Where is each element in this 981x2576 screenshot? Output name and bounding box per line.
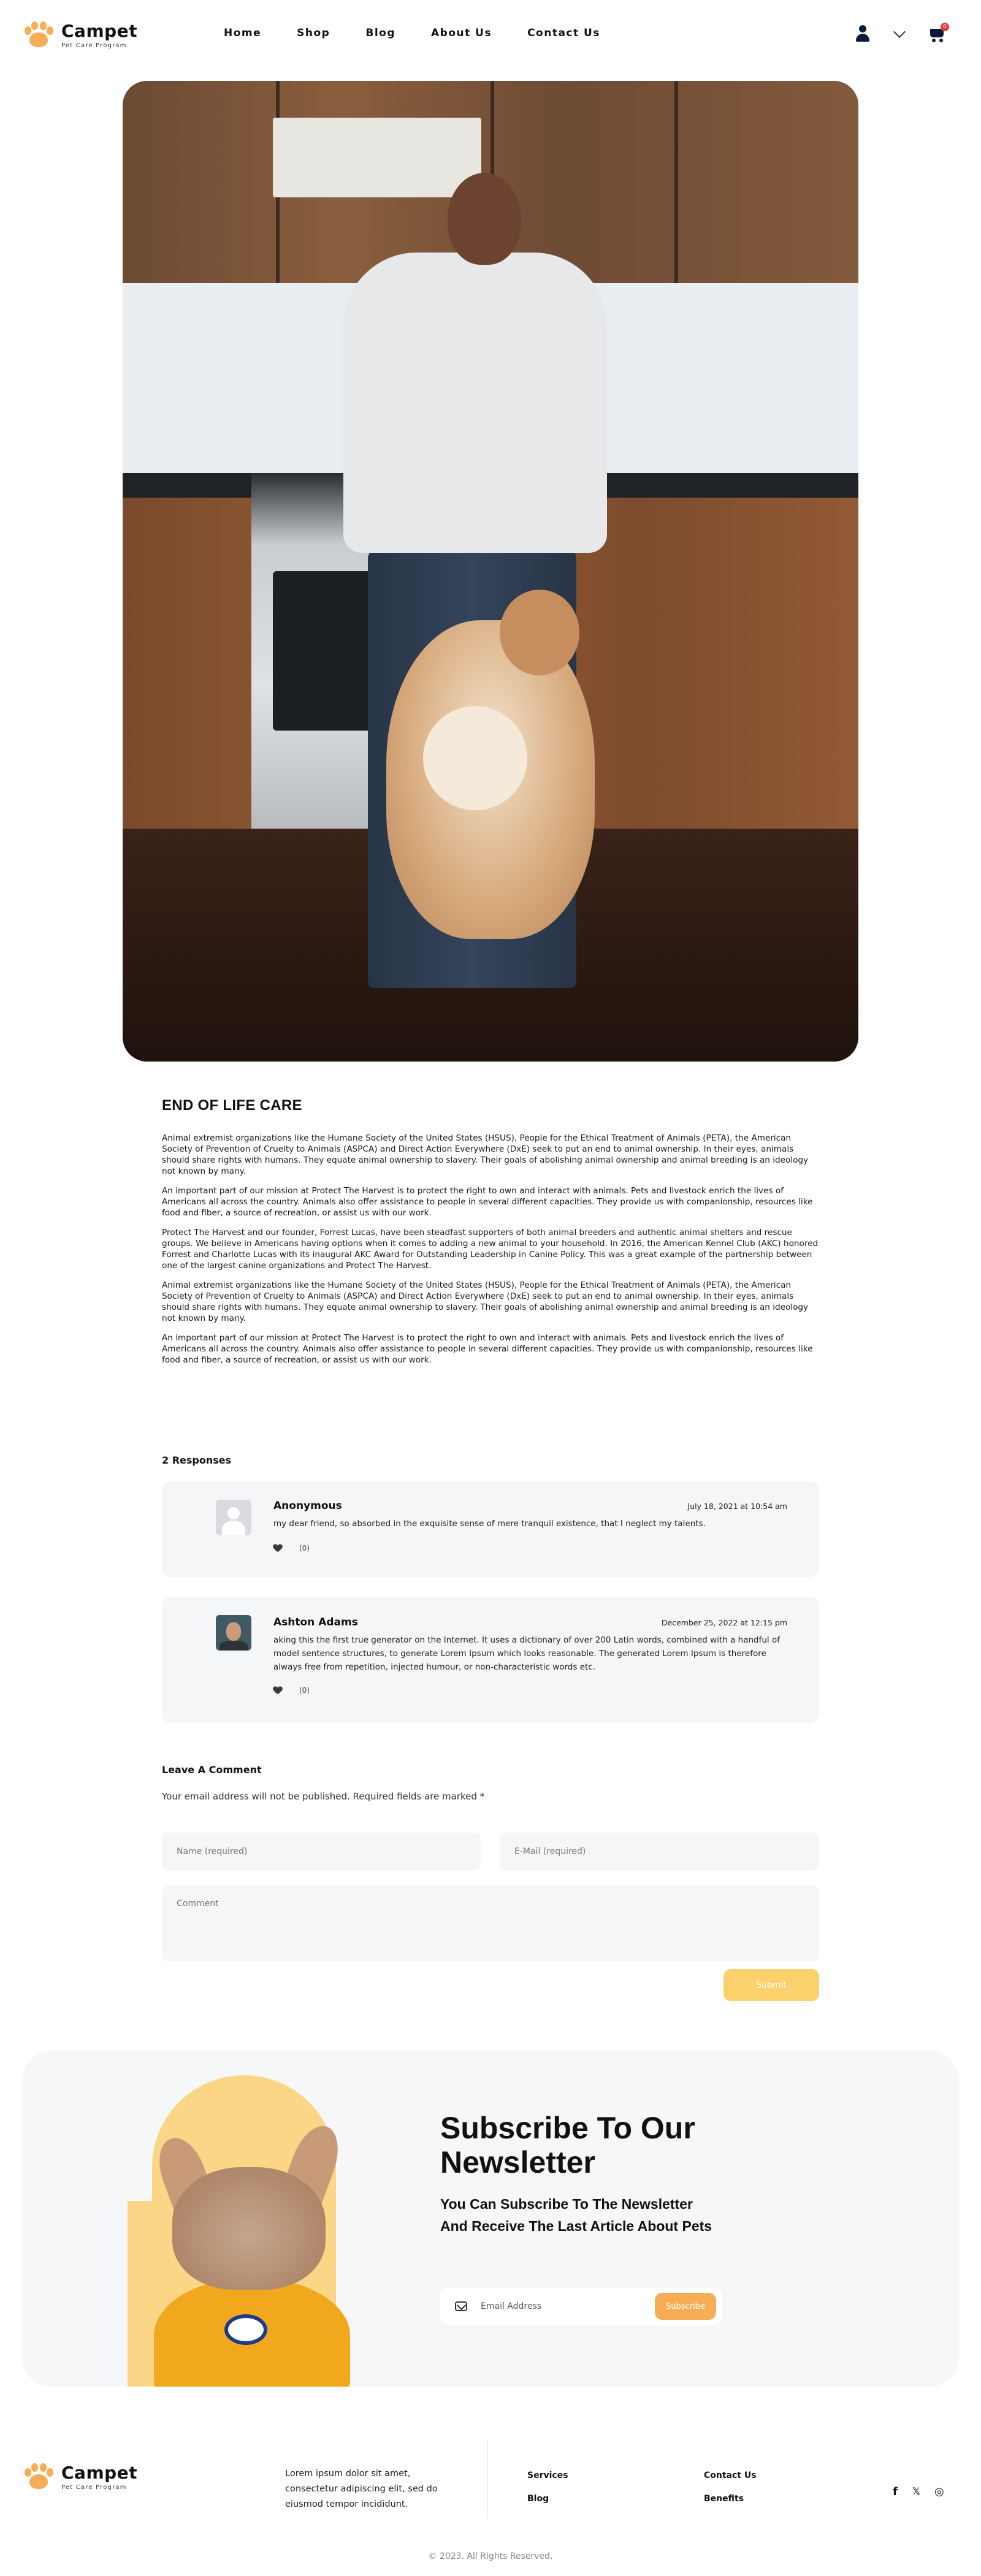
nav-shop[interactable]: Shop — [297, 27, 330, 39]
twitter-icon[interactable]: 𝕏 — [912, 2485, 920, 2497]
paw-icon — [25, 2463, 53, 2490]
hero-image — [123, 81, 858, 1062]
article-paragraph: Protect The Harvest and our founder, Forrest Lucas, have been steadfast supporters of both animal breeders and authentic animal shelters and rescue groups. We believe in Americans having options when it comes to adding a new animal to your household. In 2016, the American Kennel Club (AKC) honored Forrest and Charlotte Lucas with its inaugural AKC Award for Outstanding Leadership in Canine Policy. This was a great example of the partnership between one of the largest canine organizations and Protect The Harvest. — [162, 1228, 819, 1271]
brand-name: Campet — [61, 21, 138, 41]
article-paragraph: An important part of our mission at Protect The Harvest is to protect the right to own and interact with animals. Pets and livestock enrich the lives of Americans all across the country. Animals also offer assistance to people in several different capacities. They provide us with companionship, resources like food and fiber, a source of recreation, or assist us with our work. — [162, 1186, 813, 1218]
responses-title: 2 Responses — [162, 1454, 232, 1466]
like-count: (0) — [299, 1544, 310, 1552]
comment-text: my dear friend, so absorbed in the exquisite sense of mere tranquil existence, that I neglect my talents. — [273, 1519, 706, 1529]
footer-link-blog[interactable]: Blog — [527, 2494, 549, 2504]
nav-blog[interactable]: Blog — [365, 27, 395, 39]
article-paragraph: Animal extremist organizations like the Humane Society of the United States (HSUS), People for the Ethical Treatment of Animals (PETA), the American Society of Prevention of Cruelty to Animals (ASPCA) and Direct Action Everywhere (DxE) seek to put an end to animal ownership. In their eyes, animals should share rights with humans. They equate animal ownership to slavery. Their goals of abolishing animal ownership and animal breeding is an ideology not known by many. — [162, 1280, 809, 1323]
article — [162, 1097, 819, 1374]
email-input[interactable] — [500, 1833, 819, 1871]
article-paragraph: An important part of our mission at Protect The Harvest is to protect the right to own and interact with animals. Pets and livestock enrich the lives of Americans all across the country. Animals also offer assistance to people in several different capacities. They provide us with companionship, resources like food and fiber, a source of recreation, or assist us with our work. — [162, 1333, 813, 1365]
footer-link-services[interactable]: Services — [527, 2471, 568, 2480]
comment-author: Anonymous — [273, 1500, 342, 1512]
subscribe-button[interactable]: Subscribe — [655, 2293, 716, 2320]
name-input[interactable] — [162, 1833, 481, 1871]
newsletter-form — [440, 2288, 722, 2325]
comment-card — [162, 1481, 819, 1577]
comment-likes — [273, 1686, 310, 1695]
submit-button[interactable]: Submit — [723, 1969, 819, 2001]
nav-contact-us[interactable]: Contact Us — [527, 27, 600, 39]
brand-tagline: Pet Care Program — [61, 2484, 127, 2491]
instagram-icon[interactable]: ◎ — [934, 2485, 944, 2498]
newsletter-subtitle: You Can Subscribe To The Newsletter And Receive The Last Article About Pets — [440, 2196, 712, 2234]
like-count: (0) — [299, 1686, 310, 1695]
comment-author: Ashton Adams — [273, 1616, 358, 1628]
main-nav — [224, 27, 636, 39]
footer-link-benefits[interactable]: Benefits — [704, 2494, 744, 2504]
mail-icon — [455, 2301, 467, 2311]
article-paragraph: Animal extremist organizations like the Humane Society of the United States (HSUS), People for the Ethical Treatment of Animals (PETA), the American Society of Prevention of Cruelty to Animals (ASPCA) and Direct Action Everywhere (DxE) seek to put an end to animal ownership. In their eyes, animals should share rights with humans. They equate animal ownership to slavery. Their goals of abolishing animal ownership and animal breeding is an ideology not known by many. — [162, 1133, 809, 1176]
leave-comment-title: Leave A Comment — [162, 1764, 262, 1776]
leave-comment-note: Your email address will not be published. Required fields are marked * — [162, 1791, 485, 1802]
chevron-down-icon[interactable] — [893, 26, 906, 38]
brand-logo[interactable] — [25, 21, 137, 49]
cart-icon[interactable] — [928, 25, 947, 42]
facebook-icon[interactable]: f — [893, 2485, 898, 2498]
comment-likes — [273, 1544, 310, 1552]
avatar — [216, 1615, 251, 1651]
comment-card — [162, 1597, 819, 1723]
avatar — [216, 1500, 251, 1535]
footer-link-contact-us[interactable]: Contact Us — [704, 2471, 757, 2480]
comment-date: July 18, 2021 at 10:54 am — [687, 1502, 787, 1511]
newsletter-email-input[interactable] — [481, 2301, 634, 2311]
comment-date: December 25, 2022 at 12:15 pm — [661, 1618, 787, 1627]
nav-home[interactable]: Home — [224, 27, 262, 39]
brand-tagline: Pet Care Program — [61, 42, 127, 49]
nav-about-us[interactable]: About Us — [431, 27, 492, 39]
paw-icon — [25, 21, 53, 48]
cart-count-badge: 0 — [941, 23, 949, 31]
newsletter-title: Subscribe To Our Newsletter — [440, 2111, 695, 2179]
copyright: © 2023. All Rights Reserved. — [428, 2551, 553, 2561]
article-title: END OF LIFE CARE — [162, 1097, 302, 1114]
heart-icon[interactable] — [273, 1544, 282, 1552]
heart-icon[interactable] — [273, 1687, 282, 1695]
comment-text: aking this the first true generator on the Internet. It uses a dictionary of over 200 Latin words, combined with a handful of model sentence structures, to generate Lorem Ipsum which looks reasonable. The generated Lorem Ipsum is therefore always free from repetition, injected humour, or non-characteristic words etc. — [273, 1635, 780, 1672]
user-icon[interactable] — [855, 25, 871, 43]
footer-description: Lorem ipsum dolor sit amet, consectetur adipiscing elit, sed do eiusmod tempor incididunt. — [285, 2469, 438, 2509]
comment-textarea[interactable] — [162, 1885, 819, 1961]
site-header — [0, 0, 981, 70]
brand-name: Campet — [61, 2463, 138, 2483]
header-actions — [855, 25, 947, 43]
footer-logo[interactable] — [25, 2463, 137, 2491]
footer-divider — [487, 2439, 488, 2519]
newsletter-section — [22, 2051, 959, 2387]
